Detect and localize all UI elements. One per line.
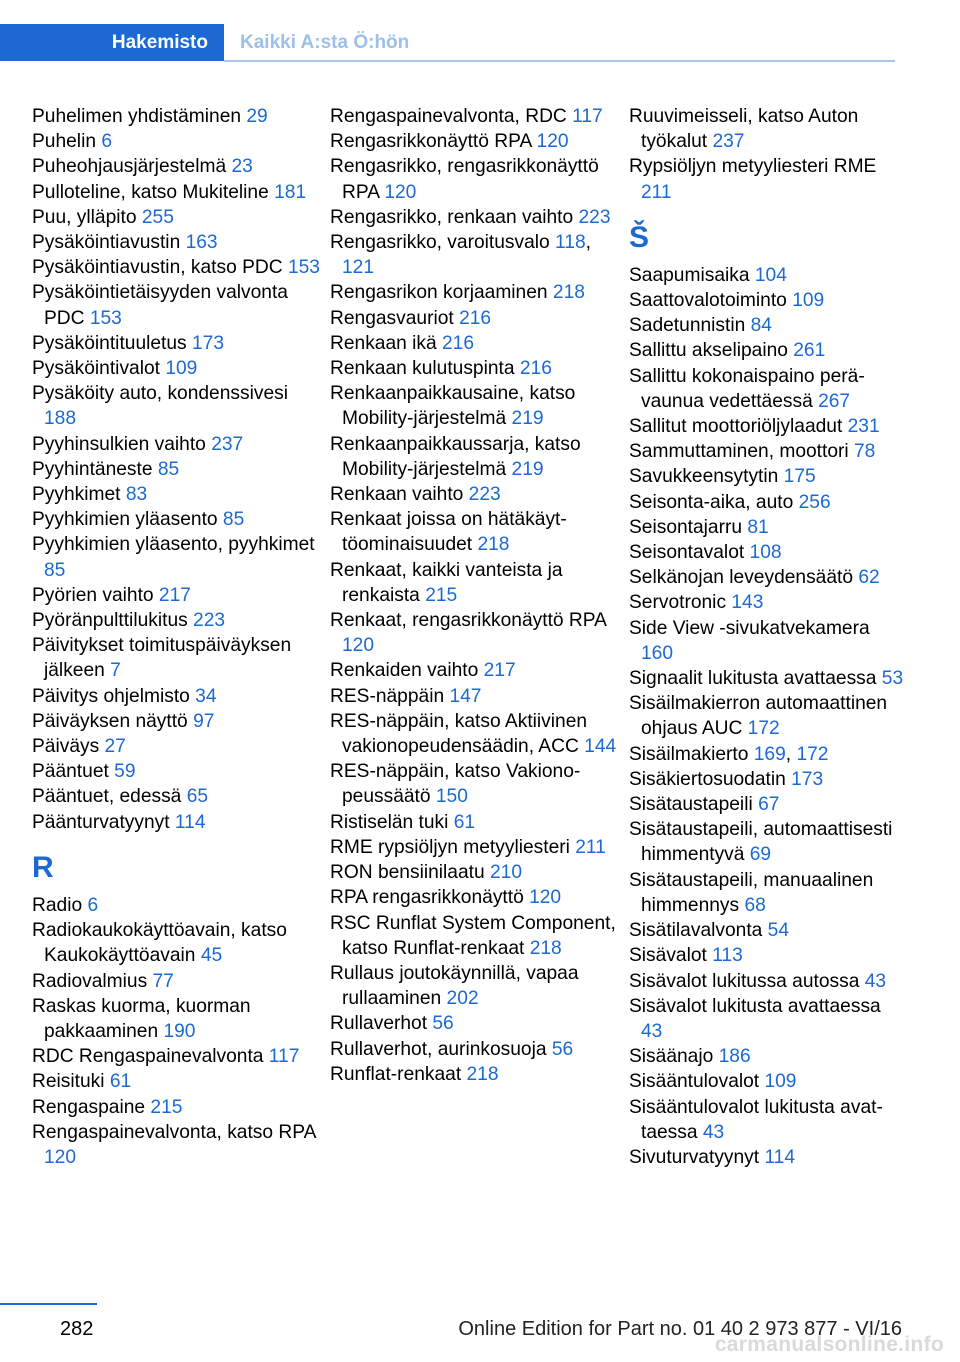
index-entry (32, 709, 322, 734)
entry-term: Sisääntulovalot (629, 1071, 765, 1093)
page-link[interactable]: 114 (174, 811, 206, 833)
index-entry (32, 810, 322, 835)
index-entry (32, 1069, 322, 1094)
index-column-1 (32, 104, 322, 1170)
entry-term: Sallitut moottoriöljylaadut (629, 416, 848, 438)
index-entry (629, 691, 904, 741)
index-entry (32, 381, 322, 431)
index-entry (629, 969, 904, 994)
page-link[interactable]: 173 (191, 332, 224, 354)
index-entry (629, 154, 904, 204)
page-link[interactable]: 202 (446, 988, 479, 1010)
page-link[interactable]: 237 (712, 131, 745, 153)
entry-term: Reisituki (32, 1071, 110, 1093)
index-entry (32, 734, 322, 759)
entry-term: RSC Runflat System Component, katso Runflat-renkaat (330, 912, 616, 959)
index-entry (330, 432, 620, 482)
page-link[interactable]: 217 (483, 660, 516, 682)
page-link[interactable]: 121 (342, 257, 375, 279)
page-link[interactable]: 163 (185, 232, 218, 254)
page-link[interactable]: 43 (641, 1020, 663, 1042)
index-entry (330, 911, 620, 961)
entry-term: Seisontajarru (629, 516, 748, 538)
index-entry (330, 104, 620, 129)
index-entry (32, 230, 322, 255)
index-entry: Sisäilmakierto 169, 172 (629, 743, 829, 765)
page-link[interactable]: 78 (854, 441, 876, 463)
index-entry (330, 608, 620, 658)
page-link[interactable]: 215 (150, 1096, 183, 1118)
page-link[interactable]: 261 (793, 340, 826, 362)
index-entry (629, 1095, 904, 1145)
index-entry (629, 767, 904, 792)
entry-term: Pyyhinsulkien vaihto (32, 433, 212, 455)
page-link[interactable]: 69 (749, 844, 772, 866)
page-link[interactable]: 45 (200, 945, 223, 967)
index-entry (629, 263, 904, 288)
page-link[interactable]: 85 (157, 458, 180, 480)
page-link[interactable]: 29 (246, 106, 268, 127)
index-entry (629, 565, 904, 590)
index-entry (629, 439, 904, 464)
index-entry (629, 1145, 904, 1170)
index-entry (330, 835, 620, 860)
entry-term: Renkaat joissa on hätäkäyttöominaisuudet (330, 509, 567, 556)
page-link[interactable]: 218 (552, 282, 585, 304)
index-entry (32, 994, 322, 1044)
entry-term: Puhelin (32, 131, 102, 153)
index-entry (330, 684, 620, 709)
page-link[interactable]: 216 (519, 358, 552, 380)
entry-term: Servotronic (629, 592, 732, 614)
page-link[interactable]: 6 (101, 131, 113, 153)
entry-term: Saattovalotoiminto (629, 290, 793, 312)
index-entry (330, 154, 620, 204)
index-entry (330, 482, 620, 507)
index-entry (629, 515, 904, 540)
page-link[interactable]: 218 (477, 534, 510, 556)
header-divider (224, 60, 895, 62)
index-entry (32, 969, 322, 994)
page-link[interactable]: 56 (551, 1038, 574, 1060)
index-entry (629, 994, 904, 1044)
page-link[interactable]: 43 (864, 970, 887, 992)
entry-term: Sisävalot lukitussa autossa (629, 970, 865, 992)
index-entry (32, 918, 322, 968)
index-entry (629, 104, 904, 154)
entry-term: Sallittu kokonaispaino perävaunua vedettäessä (629, 365, 865, 412)
page-link[interactable]: 210 (489, 862, 522, 884)
page-link[interactable]: 173 (791, 768, 824, 790)
index-entry (32, 356, 322, 381)
page-link[interactable]: 85 (44, 559, 66, 581)
index-entry (330, 507, 620, 557)
page-link[interactable]: 77 (152, 970, 174, 992)
entry-term: Pyyhkimet (32, 484, 126, 506)
tab-hakemisto[interactable]: Hakemisto (0, 24, 224, 61)
page-link[interactable]: 6 (87, 894, 99, 916)
index-entry (32, 583, 322, 608)
page-link[interactable]: 223 (468, 484, 501, 506)
index-entry (330, 658, 620, 683)
index-entry (32, 1095, 322, 1120)
index-entry (32, 280, 322, 330)
page-link[interactable]: 118 (555, 232, 586, 254)
index-entry (32, 457, 322, 482)
entry-term: Pysäköintituuletus (32, 332, 192, 354)
entry-term: Sallittu akselipaino (629, 340, 794, 362)
entry-term: Ruuvimeisseli, katso Auton työkalut (629, 106, 859, 153)
entry-term: Sisäkiertosuodatin (629, 768, 792, 790)
index-entry (32, 104, 322, 129)
entry-term: RES-näppäin, katso Aktiivinen vakionopeudensäädin, ACC (330, 710, 588, 758)
index-entry (32, 507, 322, 532)
page-link[interactable]: 23 (231, 156, 253, 178)
page-link[interactable]: 188 (44, 408, 77, 430)
index-entry (330, 129, 620, 154)
edition-note: Online Edition for Part no. 01 40 2 973 877 - VI/16 (458, 1318, 902, 1340)
index-entry (330, 205, 620, 230)
page-link[interactable]: 215 (425, 584, 458, 606)
page-link[interactable]: 216 (459, 307, 492, 329)
entry-term: Rypsiöljyn metyyliesteri RME (629, 156, 877, 178)
page-link[interactable]: 223 (193, 610, 226, 632)
index-entry (32, 331, 322, 356)
index-entry (330, 558, 620, 608)
index-column-2 (330, 104, 620, 1087)
page-link[interactable]: 53 (881, 668, 904, 690)
index-entry (629, 464, 904, 489)
page-link[interactable]: 120 (384, 181, 417, 203)
entry-term: Sisätaustapeili, automaattisesti himmentyvä (629, 819, 893, 866)
page-link[interactable]: 84 (750, 315, 772, 337)
index-entry (32, 532, 322, 582)
index-entry (330, 810, 620, 835)
entry-term: Pysäköintivalot (32, 358, 166, 380)
page-link[interactable]: 114 (764, 1146, 796, 1168)
index-entry (330, 1011, 620, 1036)
page-link[interactable]: 218 (466, 1063, 499, 1085)
entry-term: Päivitys ohjelmisto (32, 685, 196, 707)
page-link[interactable]: 85 (222, 509, 245, 531)
entry-term: Signaalit lukitusta avattaessa (629, 668, 882, 690)
page-link[interactable]: 172 (747, 718, 780, 740)
entry-term: Pysäköintietäisyyden valvonta PDC (32, 282, 288, 329)
page-link[interactable]: 97 (193, 710, 215, 732)
entry-term: Sisäilmakierto (629, 743, 754, 765)
page-link[interactable]: 83 (125, 484, 148, 506)
index-entry (629, 616, 904, 666)
page-number: 282 (60, 1318, 94, 1340)
entry-term: Pysäköintiavustin (32, 232, 186, 254)
entry-term: Pääntuet, edessä (32, 786, 187, 808)
page-link[interactable]: 267 (818, 390, 851, 412)
page-link[interactable]: 160 (641, 642, 674, 664)
page-link[interactable]: 54 (767, 920, 789, 942)
entry-term: Sisätaustapeili (629, 794, 759, 816)
index-entry (330, 1062, 620, 1087)
entry-term: Seisonta-aika, auto (629, 491, 799, 513)
entry-term: Renkaan vaihto (330, 484, 469, 506)
entry-term: RES-näppäin, katso Vakionopeussäätö (330, 761, 581, 808)
page-link[interactable]: 143 (731, 592, 764, 614)
index-entry (32, 180, 322, 205)
entry-term: Sisätilavalvonta (629, 920, 768, 942)
page-link[interactable]: 27 (104, 736, 126, 758)
entry-term: Saapumisaika (629, 264, 755, 286)
index-entry (629, 868, 904, 918)
page-link[interactable]: 81 (747, 516, 769, 538)
entry-term: Rullaverhot, aurinkosuoja (330, 1038, 552, 1060)
page-link[interactable]: 150 (435, 786, 468, 808)
entry-term: Rengasrikkonäyttö RPA (330, 131, 537, 153)
entry-term: Renkaiden vaihto (330, 660, 484, 682)
page-link[interactable]: 113 (712, 945, 743, 967)
page-link[interactable]: 153 (89, 307, 122, 329)
entry-term: Pyyhkimien yläasento (32, 509, 223, 531)
entry-term: Sadetunnistin (629, 315, 751, 337)
index-entry (32, 482, 322, 507)
page-link[interactable]: 256 (798, 491, 831, 513)
page-link[interactable]: 181 (274, 181, 307, 203)
index-entry (629, 338, 904, 363)
page-link[interactable]: 109 (165, 358, 198, 380)
page-link[interactable]: 217 (158, 584, 191, 606)
entry-term: Renkaan ikä (330, 332, 442, 354)
index-entry (629, 792, 904, 817)
page-link[interactable]: 144 (584, 736, 617, 758)
entry-term: Runflat-renkaat (330, 1063, 467, 1085)
index-entry (629, 364, 904, 414)
index-entry (32, 205, 322, 230)
entry-term: Rengasrikko, varoitusvalo (330, 232, 556, 254)
page-link[interactable]: 120 (342, 635, 375, 657)
index-entry (32, 893, 322, 918)
index-entry (32, 608, 322, 633)
index-entry (330, 1037, 620, 1062)
section-letter: Š (629, 220, 650, 254)
page-link[interactable]: 211 (575, 836, 606, 858)
entry-term: Sisääntulovalot lukitusta avattaessa (629, 1096, 883, 1143)
page-link[interactable]: 7 (110, 660, 121, 682)
entry-term: Radiovalmius (32, 970, 153, 992)
page-link[interactable]: 34 (195, 685, 217, 707)
entry-term: RPA rengasrikkonäyttö (330, 887, 530, 909)
page-link[interactable]: 153 (287, 257, 320, 279)
index-entry: Rengasrikko, varoitusvalo 118, 121 (330, 232, 591, 279)
entry-term: Pysäköity auto, kondenssivesi (32, 383, 288, 405)
page-link[interactable]: 108 (749, 542, 782, 564)
entry-term: Seisontavalot (629, 542, 750, 564)
index-entry (32, 759, 322, 784)
page-link[interactable]: 186 (718, 1046, 751, 1068)
index-entry (32, 1044, 322, 1069)
entry-term: Renkaanpaikkausaine, katso Mobility-järjestelmä (330, 383, 576, 430)
entry-term: Sisäänajo (629, 1046, 719, 1068)
page-link[interactable]: 109 (792, 290, 825, 312)
index-entry (330, 961, 620, 1011)
index-entry (330, 306, 620, 331)
index-entry (629, 490, 904, 515)
page-link[interactable]: 43 (702, 1121, 725, 1143)
index-entry (32, 1120, 322, 1170)
index-column-3 (629, 104, 904, 1170)
entry-term: Puu, ylläpito (32, 206, 142, 228)
entry-term: Sisäilmakierron automaattinen ohjaus AUC (629, 693, 888, 740)
page-link[interactable]: 62 (858, 567, 880, 589)
entry-term: Renkaanpaikkaussarja, katso Mobility-järjestelmä (330, 433, 581, 480)
entry-term: Pulloteline, katso Mukiteline (32, 181, 275, 203)
page-link[interactable]: 61 (453, 811, 476, 833)
entry-term: Pyöränpulttilukitus (32, 610, 194, 632)
page-link[interactable]: 109 (764, 1071, 797, 1093)
index-entry (629, 288, 904, 313)
index-entry (330, 356, 620, 381)
index-entry (629, 313, 904, 338)
index-entry (629, 590, 904, 615)
entry-term: Pyyhkimien yläasento, pyyhkimet (32, 534, 315, 556)
entry-term: Puheohjausjärjestelmä (32, 156, 232, 178)
entry-term: Pyyhintäneste (32, 458, 158, 480)
entry-term: Puhelimen yhdistäminen (32, 106, 247, 127)
tab-kaikki[interactable]: Kaikki A:sta Ö:hön (240, 31, 410, 53)
page-link[interactable]: 120 (529, 887, 562, 909)
index-entry (629, 666, 904, 691)
page-link[interactable]: 211 (641, 181, 672, 203)
watermark: carmanualsonline.info (714, 1333, 944, 1356)
index-entry (330, 331, 620, 356)
entry-term: Sisätaustapeili, manuaalinen himmennys (629, 869, 874, 916)
page-link[interactable]: 216 (442, 332, 475, 354)
entry-term: Radiokaukokäyttöavain, katso Kaukokäyttöavain (32, 920, 287, 967)
index-entry (32, 684, 322, 709)
page-link[interactable]: 172 (796, 743, 829, 765)
entry-term: RDC Rengaspainevalvonta (32, 1046, 269, 1068)
index-entry (32, 432, 322, 457)
index-entry (629, 817, 904, 867)
entry-term: Päiväys (32, 736, 105, 758)
entry-term: Renkaat, kaikki vanteista ja renkaista (330, 559, 563, 606)
entry-term: Rengasrikko, renkaan vaihto (330, 206, 579, 228)
page-link[interactable]: 147 (449, 685, 482, 707)
page-link[interactable]: 117 (268, 1046, 300, 1068)
entry-term: Rullaverhot (330, 1013, 433, 1035)
entry-term: Sisävalot (629, 945, 713, 967)
entry-term: Selkänojan leveydensäätö (629, 567, 859, 589)
index-entry (629, 943, 904, 968)
entry-term: Rengasvauriot (330, 307, 460, 329)
entry-term: Rengaspainevalvonta, katso RPA (32, 1121, 316, 1143)
page-link[interactable]: 65 (186, 786, 209, 808)
index-entry (629, 414, 904, 439)
page-link[interactable]: 219 (511, 408, 544, 430)
page-link[interactable]: 120 (44, 1146, 77, 1168)
page-link[interactable]: 120 (536, 131, 569, 153)
index-entry (629, 1069, 904, 1094)
page-link[interactable]: 67 (758, 794, 780, 816)
page-link[interactable]: 56 (432, 1013, 454, 1035)
index-entry (629, 540, 904, 565)
index-entry (330, 381, 620, 431)
entry-term: Side View -sivukatvekamera (629, 617, 870, 639)
index-entry (629, 918, 904, 943)
entry-term: Päivitykset toimituspäiväyksen jälkeen (32, 635, 292, 682)
entry-term: Rengaspainevalvonta, RDC (330, 106, 573, 127)
page-link[interactable]: 190 (163, 1020, 196, 1042)
index-entry (32, 784, 322, 809)
page-link[interactable]: 61 (109, 1071, 132, 1093)
page-link[interactable]: 104 (754, 264, 787, 286)
page-link[interactable]: 169 (753, 743, 786, 765)
page-link[interactable]: 231 (847, 416, 880, 438)
page-link[interactable]: 237 (211, 433, 244, 455)
index-entry (629, 1044, 904, 1069)
page-link[interactable]: 59 (114, 761, 136, 783)
entry-term: Pyörien vaihto (32, 584, 159, 606)
entry-term: Sammuttaminen, moottori (629, 441, 855, 463)
entry-term: Ristiselän tuki (330, 811, 454, 833)
footer-rule (0, 1303, 97, 1305)
entry-term: Sivuturvatyynyt (629, 1146, 765, 1168)
entry-term: Renkaan kulutuspinta (330, 358, 520, 380)
entry-term: Radio (32, 894, 88, 916)
entry-term: Päänturvatyynyt (32, 811, 175, 833)
entry-term: Sisävalot lukitusta avattaessa (629, 995, 881, 1017)
page-link[interactable]: 255 (141, 206, 174, 228)
page-link[interactable]: 223 (578, 206, 611, 228)
index-entry (32, 154, 322, 179)
entry-term: Pysäköintiavustin, katso PDC (32, 257, 288, 279)
index-entry (330, 280, 620, 305)
index-entry (32, 129, 322, 154)
entry-term: Päiväyksen näyttö (32, 710, 194, 732)
index-entry (32, 255, 322, 280)
index-entry (330, 885, 620, 910)
page-link[interactable]: 219 (511, 458, 544, 480)
entry-term: RON bensiinilaatu (330, 862, 490, 884)
index-entry (330, 759, 620, 809)
entry-term: Raskas kuorma, kuorman pakkaaminen (32, 995, 251, 1042)
page-link[interactable]: 218 (529, 937, 562, 959)
entry-term: Rullaus joutokäynnillä, vapaa rullaaminen (330, 962, 579, 1010)
entry-term: RME rypsiöljyn metyyliesteri (330, 836, 576, 858)
entry-term: Savukkeensytytin (629, 466, 784, 488)
page-link[interactable]: 175 (783, 466, 816, 488)
entry-term: Rengaspaine (32, 1096, 151, 1118)
entry-term: RES-näppäin (330, 685, 450, 707)
header-bar (0, 24, 895, 62)
entry-term: Rengasrikon korjaaminen (330, 282, 553, 304)
entry-term: Renkaat, rengasrikkonäyttö RPA (330, 610, 606, 632)
section-letter: R (32, 850, 54, 884)
index-entry (32, 633, 322, 683)
entry-term: Rengasrikko, rengasrikkonäyttö RPA (330, 156, 599, 203)
index-entry (330, 860, 620, 885)
index-entry (330, 709, 620, 759)
entry-term: Pääntuet (32, 761, 115, 783)
page-link[interactable]: 117 (572, 106, 603, 127)
page-link[interactable]: 68 (744, 894, 766, 916)
